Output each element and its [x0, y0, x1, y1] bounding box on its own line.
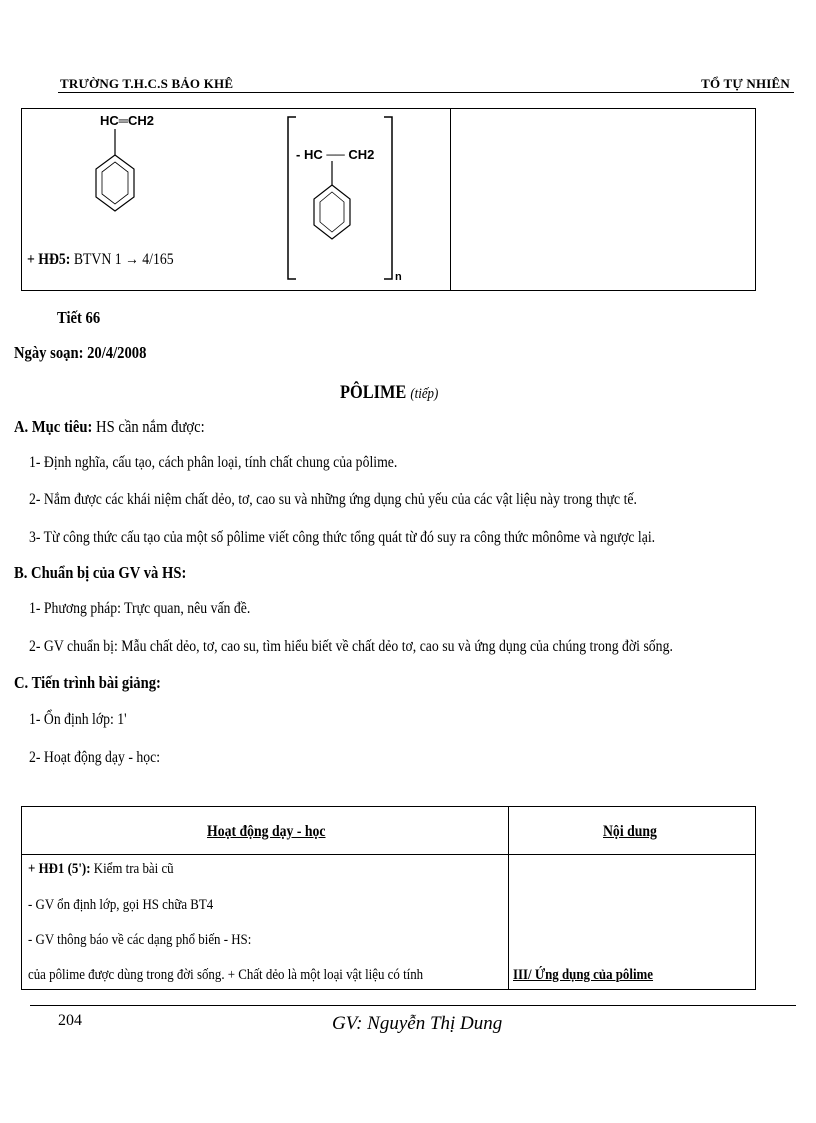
- top-table-left-cell: [22, 109, 451, 291]
- lesson-title: PÔLIME: [340, 382, 407, 403]
- lesson-title-note: (tiếp): [410, 386, 439, 402]
- content-cell: [509, 855, 756, 990]
- department-name: TỔ TỰ NHIÊN: [701, 76, 790, 91]
- activity-table: [21, 806, 756, 990]
- polymer-group: - HC ── CH2: [296, 147, 375, 162]
- hd1-label: + HĐ1 (5'):: [28, 861, 91, 877]
- page-number: 204: [58, 1012, 82, 1029]
- hd1-text: Kiểm tra bài cũ: [93, 861, 174, 877]
- lesson-period: Tiết 66: [57, 308, 101, 327]
- lesson-title-line: [340, 382, 438, 404]
- header-activity-label: Hoạt động dạy - học: [207, 823, 326, 840]
- section-a: [14, 417, 205, 437]
- homework-line: [27, 251, 174, 269]
- teacher-signature: GV: Nguyễn Thị Dung: [332, 1013, 503, 1034]
- table-header-activity: [22, 807, 509, 855]
- benzene-ring-monomer: [90, 129, 140, 229]
- polymer-subscript: n: [395, 271, 402, 283]
- preparation-item: 1- Phương pháp: Trực quan, nêu vấn đề.: [29, 600, 251, 617]
- lesson-date: Ngày soạn: 20/4/2008: [14, 343, 147, 362]
- objective-item: 2- Nắm được các khái niệm chất dẻo, tơ, cao su và những ứng dụng chủ yếu của các vật liệu này trong thực tế.: [29, 491, 637, 508]
- table-header-content: [509, 807, 756, 855]
- section-c-heading: C. Tiến trình bài giảng:: [14, 673, 161, 692]
- hd5-label: + HĐ5:: [27, 251, 71, 268]
- preparation-item: 2- GV chuẩn bị: Mẫu chất dẻo, tơ, cao su, tìm hiểu biết về chất dẻo tơ, cao su và ứng dụng của chúng trong đời sống.: [29, 638, 673, 655]
- objective-item: 1- Định nghĩa, cấu tạo, cách phân loại, tính chất chung của pôlime.: [29, 454, 398, 471]
- monomer-formula: HC═CH2: [100, 113, 154, 128]
- top-table-right-cell: [451, 109, 756, 291]
- activity-cell: [22, 855, 509, 990]
- hd1-line: [28, 861, 174, 878]
- school-name: TRƯỜNG T.H.C.S BẢO KHÊ: [60, 76, 234, 91]
- activity-line: của pôlime được dùng trong đời sống. + Chất dẻo là một loại vật liệu có tính: [28, 967, 424, 983]
- footer-rule: [30, 1005, 796, 1006]
- section-a-heading: A. Mục tiêu:: [14, 417, 93, 436]
- procedure-item: 2- Hoạt động dạy - học:: [29, 749, 161, 766]
- section-a-intro: HS cần nắm được:: [96, 417, 205, 436]
- header-content-label: Nội dung: [603, 823, 657, 840]
- activity-line: - GV thông báo về các dạng phổ biến - HS:: [28, 932, 252, 948]
- procedure-item: 1- Ổn định lớp: 1': [29, 711, 127, 728]
- section-b-heading: B. Chuẩn bị của GV và HS:: [14, 563, 187, 582]
- header-rule: [58, 92, 794, 93]
- hd5-text: BTVN 1 → 4/165: [73, 251, 174, 268]
- polymer-bracket: [284, 111, 404, 291]
- objective-item: 3- Từ công thức cấu tạo của một số pôlime viết công thức tổng quát từ đó suy ra công thức mônôme và ngược lại.: [29, 529, 656, 546]
- top-table: [21, 108, 756, 291]
- activity-line: - GV ổn định lớp, gọi HS chữa BT4: [28, 897, 214, 913]
- content-heading: III/ Ứng dụng của pôlime: [513, 967, 654, 983]
